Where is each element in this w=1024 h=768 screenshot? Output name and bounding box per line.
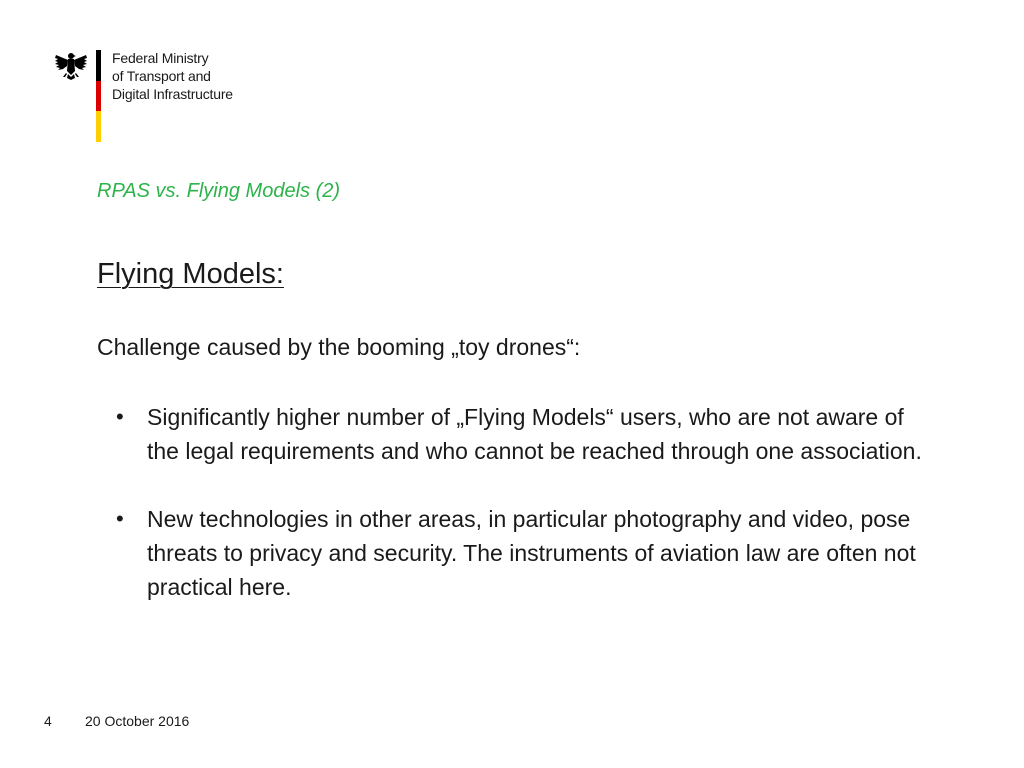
bullet-text: Significantly higher number of „Flying Models“ users, who are not aware of the legal requirements and who cannot be reached through one association. [147, 404, 922, 464]
bullet-item [97, 400, 927, 468]
flag-red-stripe [96, 81, 101, 112]
federal-eagle-icon [53, 49, 89, 85]
slide-subtitle: RPAS vs. Flying Models (2) [97, 180, 341, 202]
intro-text: Challenge caused by the booming „toy drones“: [97, 334, 581, 360]
ministry-name [112, 49, 233, 103]
bullet-icon: • [116, 506, 124, 531]
bullet-item [97, 502, 927, 604]
bullet-text: New technologies in other areas, in particular photography and video, pose threats to privacy and security. The instruments of aviation law are often not practical here. [147, 506, 916, 600]
page-number: 4 [44, 713, 52, 729]
flag-black-stripe [96, 50, 101, 81]
bullet-list [97, 400, 927, 638]
flag-color-bar [96, 50, 101, 142]
footer-date: 20 October 2016 [85, 713, 190, 729]
bullet-icon: • [116, 404, 124, 429]
ministry-line: of Transport and [112, 68, 211, 84]
ministry-line: Federal Ministry [112, 50, 209, 66]
slide-heading: Flying Models: [97, 258, 284, 290]
flag-gold-stripe [96, 111, 101, 142]
ministry-line: Digital Infrastructure [112, 86, 233, 102]
